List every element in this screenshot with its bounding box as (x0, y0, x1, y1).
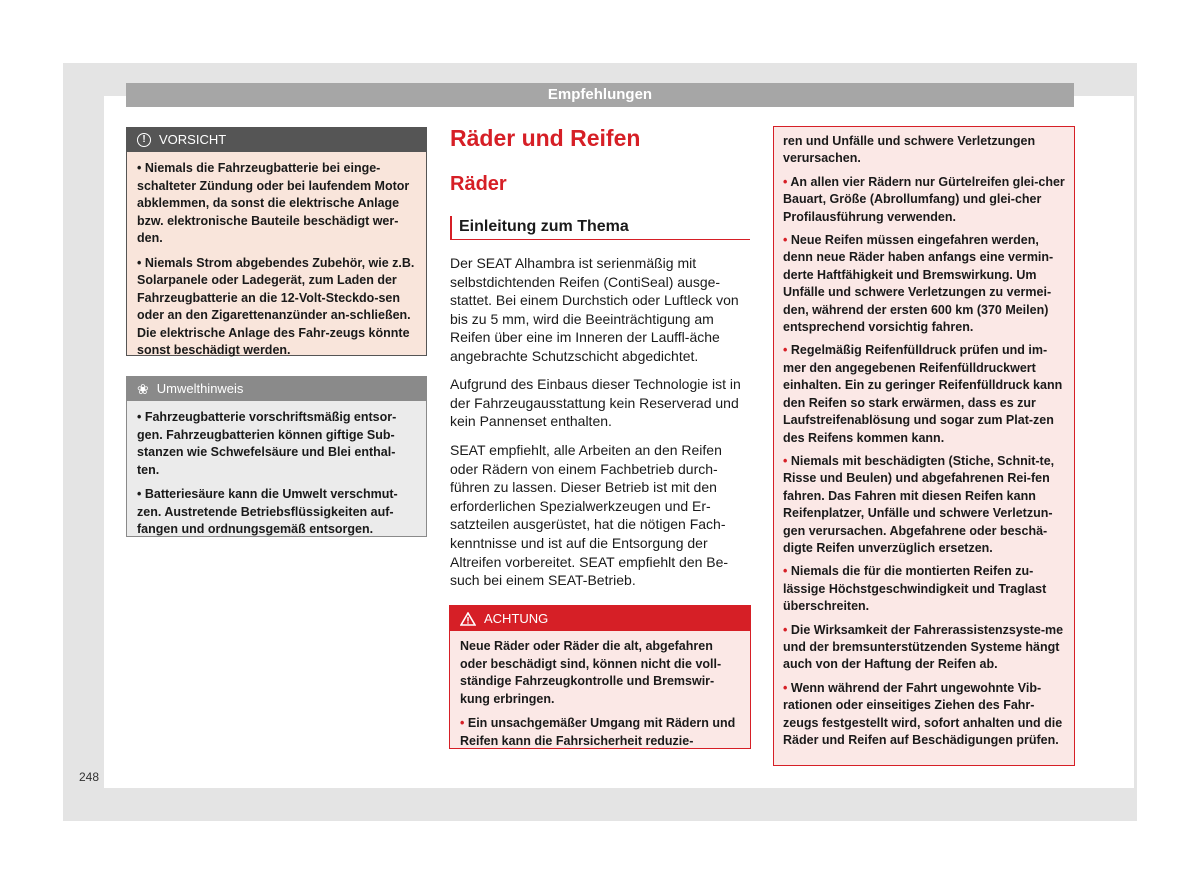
bullet-icon: • (460, 716, 465, 730)
body-paragraph: Aufgrund des Einbaus dieser Technologie ist in der Fahrzeugausstattung kein Reserverad und kein Pannenset enthalten. (450, 376, 741, 430)
vorsicht-body (127, 152, 426, 373)
achtung-header (450, 606, 750, 631)
vorsicht-header (127, 128, 426, 152)
bullet-icon: • (783, 680, 788, 695)
warning-item-text: Wenn während der Fahrt ungewohnte Vib-rationen oder einseitiges Ziehen des Fahr-zeugs festgestellt wird, sofort anhalten und die Räder und Reifen auf Beschädigungen prüfen. (783, 680, 1063, 747)
warning-item (783, 232, 1066, 336)
body-paragraph: SEAT empfiehlt, alle Arbeiten an den Reifen oder Rädern von einem Fachbetrieb durch-führen zu lassen. Dieser Betrieb ist mit den erforderlichen Spezialwerkzeugen und Er-satzteilen ausgerüstet, hat die nötigen Fach-kenntnisse und ist auf die Entsorgung der Altreifen vorbereitet. SEAT empfiehlt den Be-such bei einem SEAT-Betrieb. (450, 442, 729, 589)
vorsicht-item: • Niemals die Fahrzeugbatterie bei einge-schalteter Zündung oder bei laufendem Motor abklemmen, da sonst die elektrische Anlage bzw. elektronische Bauteile beschädigt wer-den. (137, 161, 410, 245)
bullet-icon: • (783, 453, 788, 468)
achtung-box (449, 605, 751, 749)
achtung-continuation-box (773, 126, 1075, 766)
warning-item (783, 622, 1066, 674)
achtung-item (460, 715, 740, 750)
chapter-title: Räder und Reifen (450, 125, 641, 151)
warning-item-text: An allen vier Rädern nur Gürtelreifen glei-cher Bauart, Größe (Abrollumfang) und glei-cher Profilausführung verwenden. (783, 174, 1065, 224)
umwelt-item: • Batteriesäure kann die Umwelt verschmut-zen. Austretende Betriebsflüssigkeiten auf-fangen und ordnungsgemäß entsorgen. (137, 487, 398, 536)
achtung-body (450, 631, 750, 763)
bullet-icon: • (783, 564, 788, 579)
warning-item-text: Niemals mit beschädigten (Stiche, Schnit-te, Risse und Beulen) und abgefahrenen Rei-fen fahren. Das Fahren mit diesen Reifen kann Reifenplatzer, Unfälle und schwere Verletzun-gen verursachen. Abgefahrene oder beschä-digte Reifen unverzüglich ersetzen. (783, 453, 1055, 555)
warning-item (783, 453, 1066, 557)
subsection-title: Einleitung zum Thema (450, 216, 750, 240)
exclamation-circle-icon: ! (137, 133, 151, 147)
page-number: 248 (79, 770, 100, 784)
section-title: Räder (450, 173, 507, 195)
warning-item (783, 174, 1066, 226)
bullet-icon: • (783, 622, 788, 637)
umwelt-header (127, 377, 426, 401)
body-paragraph: Der SEAT Alhambra ist serienmäßig mit selbstdichtenden Reifen (ContiSeal) ausge-stattet. Bei einem Durchstich oder Luftleck von bis zu 5 mm, wird die Beeinträchtigung am Reifen über eine im Inneren der Lauffl-äche angebrachte Schutzschicht abgedichtet. (450, 255, 739, 364)
vorsicht-box (126, 127, 427, 356)
warning-item-text: Die Wirksamkeit der Fahrerassistenzsyste-me und der bremsunterstützenden Systeme hängt auch von der Haftung der Reifen ab. (783, 622, 1064, 672)
umwelt-body (127, 401, 426, 552)
warning-item (783, 680, 1066, 750)
section-header: Empfehlungen (126, 83, 1074, 107)
vorsicht-title: VORSICHT (159, 132, 227, 147)
achtung-item-text: Ein unsachgemäßer Umgang mit Rädern und Reifen kann die Fahrsicherheit reduzie- (460, 716, 736, 748)
warning-item (783, 342, 1066, 446)
warning-item-text: Neue Reifen müssen eingefahren werden, denn neue Räder haben anfangs eine vermin-derte Haftfähigkeit und Bremswirkung. Um Unfälle und schwere Verletzungen zu vermei-den, während der ersten 600 km (370 Meilen) entsprechend vorsichtig fahren. (783, 233, 1054, 335)
warning-item-text: Niemals die für die montierten Reifen zu-lässige Höchstgeschwindigkeit und Traglast überschreiten. (783, 564, 1047, 614)
bullet-icon: • (783, 233, 788, 248)
bullet-icon: • (783, 343, 788, 358)
warning-triangle-icon (460, 612, 476, 626)
warning-item-text: Regelmäßig Reifenfülldruck prüfen und im-mer den angegebenen Reifenfülldruckwert einhalten. Ein zu geringer Reifenfülldruck kann den Reifen so stark erwärmen, dass es zur Laufstreifenablösung und sogar zum Plat-zen des Reifens kommen kann. (783, 343, 1063, 445)
continuation-text: ren und Unfälle und schwere Verletzungen verursachen. (783, 134, 1036, 166)
bullet-icon: • (783, 174, 788, 189)
umwelt-box (126, 376, 427, 537)
umwelt-item: • Fahrzeugbatterie vorschriftsmäßig entsor-gen. Fahrzeugbatterien können giftige Sub-stanzen wie Schwefelsäure und Blei enthal-ten. (137, 410, 397, 477)
achtung-title: ACHTUNG (484, 610, 549, 626)
warning-item (783, 563, 1066, 615)
umwelt-title: Umwelthinweis (156, 381, 244, 396)
flower-icon: ❀ (137, 381, 149, 397)
achtung-intro: Neue Räder oder Räder die alt, abgefahren oder beschädigt sind, können nicht die voll-ständige Fahrzeugkontrolle und Bremswir-kung erbringen. (460, 639, 722, 706)
vorsicht-item: • Niemals Strom abgebendes Zubehör, wie z.B. Solarpanele oder Ladegerät, zum Laden der Fahrzeugbatterie an die 12-Volt-Steckdo-sen oder an den Zigarettenanzünder an-schließen. Die elektrische Anlage des Fahr-zeugs könnte sonst beschädigt werden. (137, 255, 415, 357)
